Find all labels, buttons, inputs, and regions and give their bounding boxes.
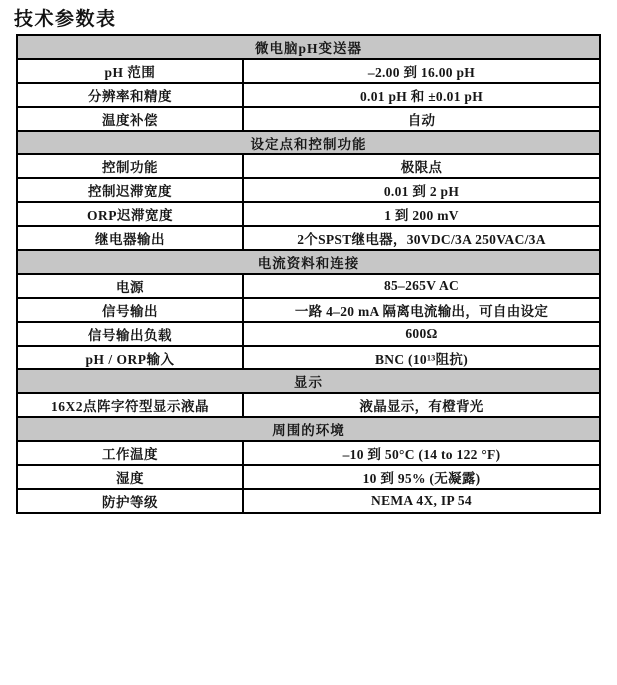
spec-value: 极限点 [243, 154, 600, 178]
table-row [17, 441, 600, 465]
table-row [17, 393, 600, 417]
spec-label: 控制迟滞宽度 [17, 178, 243, 202]
section-header: 周围的环境 [17, 417, 600, 441]
spec-value: 1 到 200 mV [243, 202, 600, 226]
spec-value: –2.00 到 16.00 pH [243, 59, 600, 83]
spec-label: 湿度 [17, 465, 243, 489]
spec-value: 85–265V AC [243, 274, 600, 298]
spec-value: 一路 4–20 mA 隔离电流输出，可自由设定 [243, 298, 600, 322]
table-row [17, 465, 600, 489]
section-header: 电流资料和连接 [17, 250, 600, 274]
spec-value: 2个SPST继电器，30VDC/3A 250VAC/3A [243, 226, 600, 250]
spec-label: pH / ORP输入 [17, 346, 243, 370]
section-row [17, 131, 600, 155]
spec-label: 分辨率和精度 [17, 83, 243, 107]
spec-value: 10 到 95% (无凝露) [243, 465, 600, 489]
spec-value: BNC (10¹³阻抗) [243, 346, 600, 370]
section-row [17, 250, 600, 274]
spec-label: 信号输出负载 [17, 322, 243, 346]
table-row [17, 226, 600, 250]
table-row [17, 202, 600, 226]
table-row [17, 274, 600, 298]
section-header: 微电脑pH变送器 [17, 35, 600, 59]
section-row [17, 369, 600, 393]
section-header: 显示 [17, 369, 600, 393]
spec-value: 0.01 pH 和 ±0.01 pH [243, 83, 600, 107]
spec-label: pH 范围 [17, 59, 243, 83]
spec-value: NEMA 4X, IP 54 [243, 489, 600, 513]
table-row [17, 346, 600, 370]
spec-label: ORP迟滞宽度 [17, 202, 243, 226]
page-title: 技术参数表 [14, 9, 117, 30]
spec-label: 信号输出 [17, 298, 243, 322]
spec-value: –10 到 50°C (14 to 122 °F) [243, 441, 600, 465]
table-row [17, 59, 600, 83]
table-row [17, 107, 600, 131]
spec-table-body [17, 35, 600, 513]
spec-label: 防护等级 [17, 489, 243, 513]
spec-label: 工作温度 [17, 441, 243, 465]
table-row [17, 83, 600, 107]
spec-label: 温度补偿 [17, 107, 243, 131]
spec-table [16, 34, 601, 514]
section-row [17, 417, 600, 441]
section-header: 设定点和控制功能 [17, 131, 600, 155]
table-row [17, 178, 600, 202]
table-row [17, 489, 600, 513]
spec-value: 液晶显示，有橙背光 [243, 393, 600, 417]
table-row [17, 154, 600, 178]
table-row [17, 298, 600, 322]
section-row [17, 35, 600, 59]
spec-label: 电源 [17, 274, 243, 298]
spec-label: 控制功能 [17, 154, 243, 178]
table-row [17, 322, 600, 346]
spec-value: 600Ω [243, 322, 600, 346]
spec-label: 继电器输出 [17, 226, 243, 250]
spec-value: 0.01 到 2 pH [243, 178, 600, 202]
spec-label: 16X2点阵字符型显示液晶 [17, 393, 243, 417]
spec-value: 自动 [243, 107, 600, 131]
